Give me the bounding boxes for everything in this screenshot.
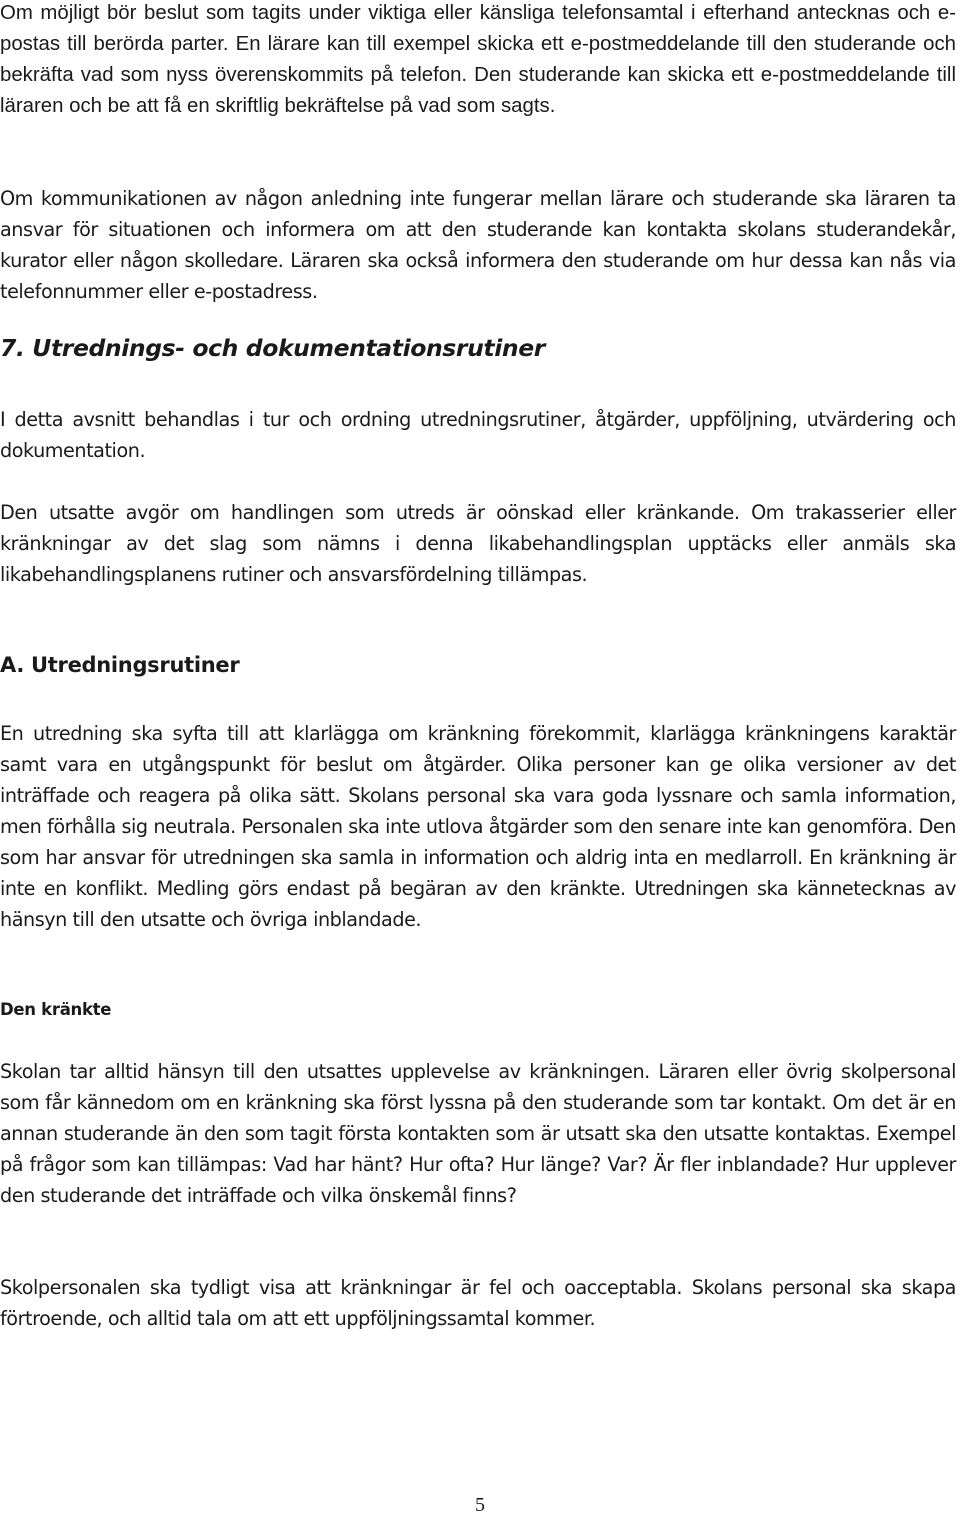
section-heading-7: 7. Utrednings- och dokumentationsrutiner [0,334,545,362]
paragraph-communication-failure: Om kommunikationen av någon anledning inte fungerar mellan lärare och studerande ska läraren ta ansvar för situationen och informera om att den studerande kan kontakta skolans studerandekår, kurator eller någon skolledare. Läraren ska också informera den studerande om hur dessa kan nås via telefonnummer eller e-postadress. [0,187,956,303]
page-number: 5 [475,1494,485,1516]
subheading-den-krankte: Den kränkte [0,1000,112,1019]
paragraph-victim-experience: Skolan tar alltid hänsyn till den utsattes upplevelse av kränkningen. Läraren eller övrig skolpersonal som får kännedom om en kränkning ska först lyssna på den studerande som tar kontakt. Om det är en annan studerande än den som tagit första kontakten som är utsatt ska den utsatte kontaktas. Exempel på frågor som kan tillämpas: Vad har hänt? Hur ofta? Hur länge? Var? Är fler inblandade? Hur upplever den studerande det inträffade och vilka önskemål finns? [0,1060,956,1207]
paragraph-victim-decides: Den utsatte avgör om handlingen som utreds är oönskad eller kränkande. Om trakasserier eller kränkningar av det slag som nämns i denna likabehandlingsplan upptäcks eller anmäls ska likabehandlingsplanens rutiner och ansvarsfördelning tillämpas. [0,501,956,586]
paragraph-phone-followup: Om möjligt bör beslut som tagits under viktiga eller känsliga telefonsamtal i efterhand antecknas och e-postas till berörda parter. En lärare kan till exempel skicka ett e-postmeddelande till den studerande och bekräfta vad som nyss överenskommits på telefon. Den studerande kan skicka ett e-postmeddelande till läraren och be att få en skriftlig bekräftelse på vad som sagts. [0,2,956,117]
section-heading-a: A. Utredningsrutiner [0,653,240,677]
paragraph-investigation-purpose: En utredning ska syfta till att klarlägga om kränkning förekommit, klarlägga kränkningens karaktär samt vara en utgångspunkt för beslut om åtgärder. Olika personer kan ge olika versioner av det inträffade och reagera på olika sätt. Skolans personal ska vara goda lyssnare och samla information, men förhålla sig neutrala. Personalen ska inte utlova åtgärder som den senare inte kan genomföra. Den som har ansvar för utredningen ska samla in information och aldrig inta en medlarroll. En kränkning är inte en konflikt. Medling görs endast på begäran av den kränkte. Utredningen ska kännetecknas av hänsyn till den utsatte och övriga inblandade. [0,722,956,931]
paragraph-staff-trust: Skolpersonalen ska tydligt visa att kränkningar är fel och oacceptabla. Skolans personal ska skapa förtroende, och alltid tala om att ett uppföljningssamtal kommer. [0,1276,956,1330]
paragraph-section-intro: I detta avsnitt behandlas i tur och ordning utredningsrutiner, åtgärder, uppföljning, utvärdering och dokumentation. [0,408,956,462]
